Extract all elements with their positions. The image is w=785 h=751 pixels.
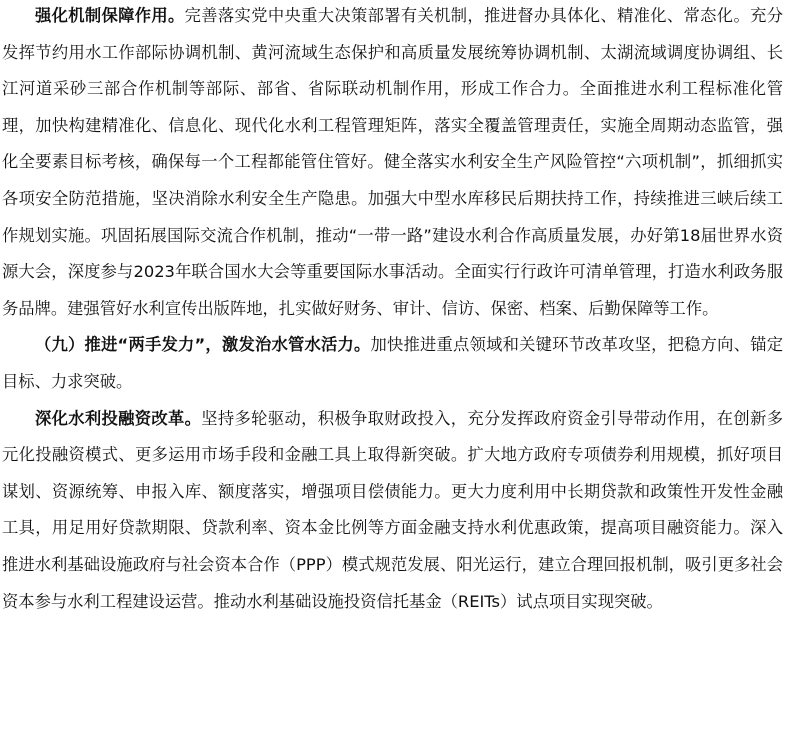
paragraph-text: 坚持多轮驱动，积极争取财政投入，充分发挥政府资金引导带动作用，在创新多元化投融资模式、更多运用市场手段和金融工具上取得新突破。扩大地方政府专项债券利用规模，抓好项目谋划、资源统筹、申报入库、额度落实，增强项目偿债能力。更大力度利用中长期贷款和政策性开发性金融工具，用足用好贷款期限、贷款利率、资本金比例等方面金融支持水利优惠政策，提高项目融资能力。深入推进水利基础设施政府与社会资本合作（PPP）模式规范发展、阳光运行，建立合理回报机制，吸引更多社会资本参与水利工程建设运营。推动水利基础设施投资信托基金（REITs）试点项目实现突破。 bbox=[2, 408, 783, 611]
paragraph-lead: 强化机制保障作用。 bbox=[35, 6, 185, 25]
section-heading: （九）推进“两手发力”，激发治水管水活力。 bbox=[35, 335, 371, 355]
paragraph-section-nine bbox=[2, 327, 783, 400]
paragraph-mechanism bbox=[2, 0, 783, 327]
paragraph-text: 完善落实党中央重大决策部署有关机制，推进督办具体化、精准化、常态化。充分发挥节约用水工作部际协调机制、黄河流域生态保护和高质量发展统筹协调机制、太湖流域调度协调组、长江河道采砂三部合作机制等部际、部省、省际联动机制作用，形成工作合力。全面推进水利工程标准化管理，加快构建精准化、信息化、现代化水利工程管理矩阵，落实全覆盖管理责任，实施全周期动态监管，强化全要素目标考核，确保每一个工程都能管住管好。健全落实水利安全生产风险管控“六项机制”，抓细抓实各项安全防范措施，坚决消除水利安全生产隐患。加强大中型水库移民后期扶持工作，持续推进三峡后续工作规划实施。巩固拓展国际交流合作机制，推动“一带一路”建设水利合作高质量发展，办好第18届世界水资源大会，深度参与2023年联合国水大会等重要国际水事活动。全面实行行政许可清单管理，打造水利政务服务品牌。建强管好水利宣传出版阵地，扎实做好财务、审计、信访、保密、档案、后勤保障等工作。 bbox=[2, 6, 783, 318]
paragraph-text: 加快推进重点领域和关键环节改革攻坚，把稳方向、锚定目标、力求突破。 bbox=[2, 335, 783, 391]
paragraph-investment-reform bbox=[2, 401, 783, 621]
paragraph-lead: 深化水利投融资改革。 bbox=[35, 408, 202, 428]
